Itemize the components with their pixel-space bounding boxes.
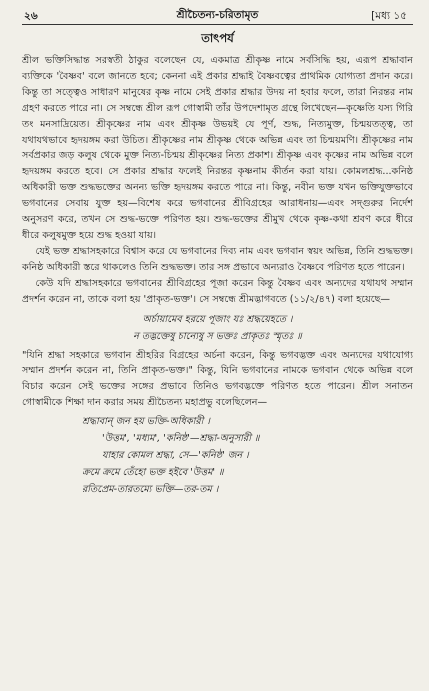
poem-line: 'উত্তম', 'মধ্যম', 'কনিষ্ঠ'—শ্রদ্ধা-অনুসারী ॥ [102, 433, 260, 445]
poem-line: যাহার কোমল শ্রদ্ধা, সে—'কনিষ্ঠ' জন । [102, 450, 249, 462]
page-number: ২৬ [24, 10, 38, 22]
poem-line: শ্রদ্ধাবান্ জন হয় ভক্তি-অধিকারী । [82, 416, 210, 428]
page-header [22, 6, 413, 25]
verse-line: ন তদ্ভক্তেষু চান্যেষু স ভক্তঃ প্রাকৃতঃ স্মৃতঃ ॥ [133, 330, 302, 342]
book-title: শ্রীচৈতন্য-চরিতামৃত [176, 9, 259, 21]
purport-paragraph-1: শ্রীল ভক্তিসিদ্ধান্ত সরস্বতী ঠাকুর বলেছেন যে, একমাত্র শ্রীকৃষ্ণ নামে সর্বসিদ্ধি হয়, এরূপ শ্রদ্ধাবান ব্যক্তিকে 'বৈষ্ণব' বলে জানতে হবে; কেননা এই প্রকার শ্রদ্ধাই বৈষ্ণবত্বের প্রাথমিক যোগ্যতা প্রদান করে। কিন্তু তা সত্ত্বেও সাধারণ মানুষের কৃষ্ণ নামে সেই প্রকার শ্রদ্ধার উদয় না হবার ফলে, তারা নিরন্তর নাম গ্রহণ করতে পারে না। সে সম্বন্ধে শ্রীল রূপ গোস্বামী তাঁর উপদেশামৃত গ্রন্থে লিখেছেন—কৃষ্ণেতি যস্য গিরি তং মনসাদ্রিয়েত। শ্রীকৃষ্ণের নাম এবং শ্রীকৃষ্ণ উভয়ই যে পূর্ণ, শুদ্ধ, নিত্যমুক্ত, চিন্ময়তত্ত্ব, তা যথাযথভাবে হৃদয়ঙ্গম করা উচিত। শ্রীকৃষ্ণের নাম শ্রীকৃষ্ণ থেকে অভিন্ন এবং তা চিন্ময়মণি। শ্রীকৃষ্ণের নাম সর্বপ্রকার জড় কলুষ থেকে মুক্ত নিত্য-চিন্ময় শ্রীকৃষ্ণের নিত্য প্রকাশ। শ্রীকৃষ্ণ এবং কৃষ্ণের নাম অভিন্ন বলে হৃদয়ঙ্গম করতে হবে। সে প্রকার শ্রদ্ধার ফলেই নিরন্তর কৃষ্ণনাম কীর্তন করা যায়। কোমলশ্রদ্ধ...কনিষ্ঠ অধিকারী ভক্ত শুদ্ধভক্তের অনন্য ভক্তি হৃদয়ঙ্গম করতে পারে না। কিন্তু, নবীন ভক্ত যখন ভক্তিযুক্তভাবে ভগবানের সেবায় যুক্ত হয়—বিশেষ করে ভগবানের শ্রীবিগ্রহের আরাধনায়—এবং সদ্গুরুর নির্দেশ অনুসরণ করে, তখন সে শুদ্ধ-ভক্তে পরিণত হয়। শুদ্ধ-ভক্তের শ্রীমুখ থেকে কৃষ্ণ-কথা শ্রবণ করে ধীরে ধীরে কলুষমুক্ত হয়ে শুদ্ধ হওয়া যায়। [22, 55, 413, 241]
chapter-reference: [মধ্য ১৫ [371, 10, 407, 22]
poem-line: ক্রমে ক্রমে তেঁহো ভক্ত হইবে 'উত্তম' ॥ [82, 467, 224, 479]
purport-paragraph-3: কেউ যদি শ্রদ্ধাসহকারে ভগবানের শ্রীবিগ্রহের পূজা করেন কিন্তু বৈষ্ণব এবং অন্যদের যথাযথ সম্মান প্রদর্শন করেন না, তাকে বলা হয় 'প্রাকৃত-ভক্ত'। সে সম্বন্ধে শ্রীমদ্ভাগবতে (১১/২/৪৭) বলা হয়েছে— [22, 277, 413, 305]
purport-heading: তাৎপর্য [201, 31, 234, 45]
purport-paragraph-2: যেই ভক্ত শ্রদ্ধাসহকারে বিশ্বাস করে যে ভগবানের দিব্য নাম এবং ভগবান স্বয়ং অভিন্ন, তিনি শুদ্ধভক্ত। কনিষ্ঠ অধিকারী স্তরে থাকলেও তিনি শুদ্ধভক্ত। তার সঙ্গ প্রভাবে অন্যরাও বৈষ্ণবে পরিণত হতে পারেন। [22, 245, 413, 273]
verse-line: অর্চায়ামেব হরয়ে পূজাং যঃ শ্রদ্ধয়েহতে । [142, 313, 293, 325]
sanskrit-verse [22, 311, 413, 345]
quoted-poem [82, 413, 413, 498]
verse-translation: "যিনি শ্রদ্ধা সহকারে ভগবান শ্রীহরির বিগ্রহের অর্চনা করেন, কিন্তু ভগবদ্ভক্ত এবং অন্যদের যথাযোগ্য সম্মান প্রদর্শন করেন না, তিনি প্রাকৃত-ভক্ত।" কিন্তু, যিনি ভগবানের নামকে ভগবান থেকে অভিন্ন বলে বিচার করেন সেই ভক্তের সঙ্গের প্রভাবে তিনিও ভগবদ্ভক্তে পরিণত হতে পারেন। শ্রীল সনাতন গোস্বামীকে শিক্ষা দান করার সময় শ্রীচৈতন্য মহাপ্রভু বলেছিলেন— [22, 349, 413, 409]
poem-line: রতিপ্রেম-তারতম্যে ভক্তি—তর-তম । [82, 484, 219, 496]
